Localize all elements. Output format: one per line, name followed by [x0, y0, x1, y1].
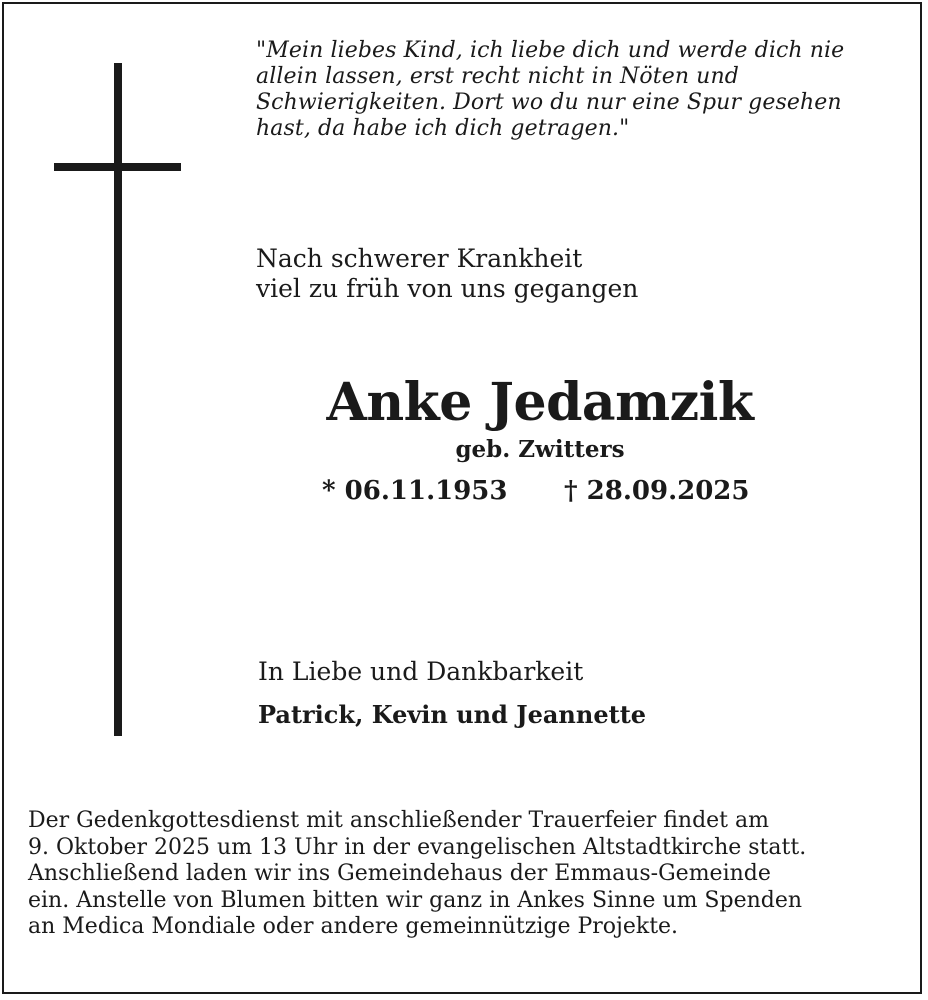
notice-line: an Medica Mondiale oder andere gemeinnützige Projekte. [28, 914, 679, 939]
notice-line: 9. Oktober 2025 um 13 Uhr in der evangelischen Altstadtkirche statt. [28, 834, 807, 860]
quote-line: hast, da habe ich dich getragen." [256, 116, 630, 141]
maiden-name: geb. Zwitters [455, 436, 625, 463]
death-date: † 28.09.2025 [564, 476, 750, 506]
intro-line: Nach schwerer Krankheit [256, 244, 583, 273]
service-notice [28, 808, 898, 941]
quote-line: allein lassen, erst recht nicht in Nöten und [256, 64, 739, 89]
intro-text [256, 244, 638, 304]
quote-line: Schwierigkeiten. Dort wo du nur eine Spur gesehen [256, 90, 842, 115]
birth-date: * 06.11.1953 [322, 476, 508, 506]
notice-line: Anschließend laden wir ins Gemeindehaus der Emmaus-Gemeinde [28, 861, 771, 886]
quote-line: "Mein liebes Kind, ich liebe dich und werde dich nie [256, 38, 845, 63]
mourner-names: Patrick, Kevin und Jeannette [258, 700, 647, 729]
closing-phrase: In Liebe und Dankbarkeit [258, 657, 584, 686]
deceased-name: Anke Jedamzik [326, 372, 754, 433]
notice-line: Der Gedenkgottesdienst mit anschließender Trauerfeier findet am [28, 808, 769, 833]
notice-line: ein. Anstelle von Blumen bitten wir ganz in Ankes Sinne um Spenden [28, 887, 803, 913]
bible-quote [256, 38, 896, 142]
intro-line: viel zu früh von uns gegangen [256, 274, 639, 303]
cross-horizontal-beam [54, 163, 181, 171]
